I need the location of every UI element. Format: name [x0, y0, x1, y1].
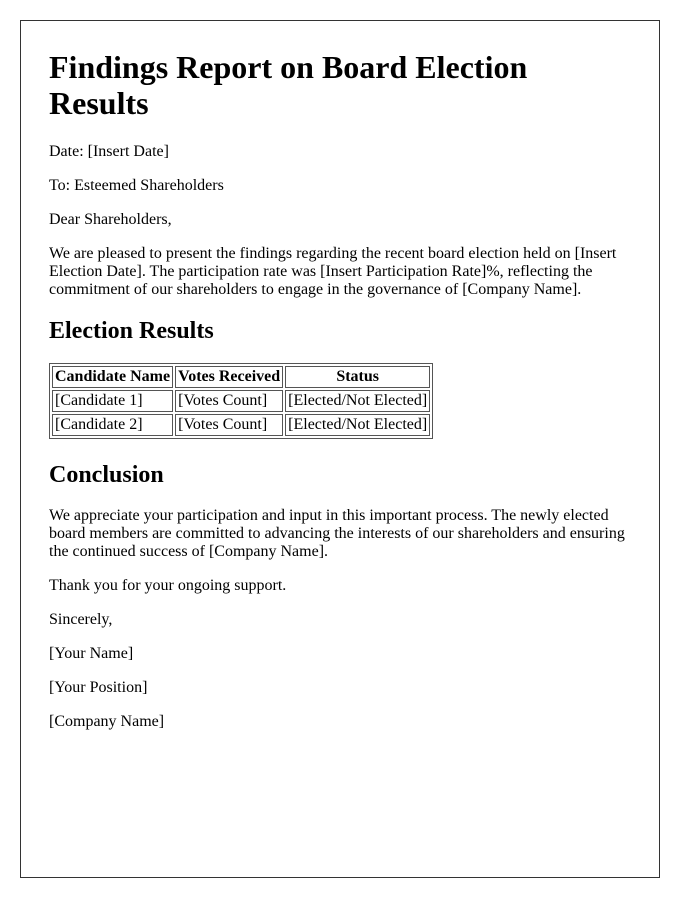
conclusion-paragraph: We appreciate your participation and input in this important process. The newly elected board members are committed to advancing the interests of our shareholders and ensuring the continued success of [Company Name]. [49, 507, 625, 560]
signature-name: [Your Name] [49, 645, 134, 662]
letter-page [20, 20, 660, 878]
document-title: Findings Report on Board Election Results [49, 49, 528, 121]
closing: Sincerely, [49, 611, 113, 628]
conclusion-heading: Conclusion [49, 462, 164, 488]
recipient-line: To: Esteemed Shareholders [49, 177, 224, 194]
signature-company: [Company Name] [49, 713, 165, 730]
salutation: Dear Shareholders, [49, 211, 172, 228]
header-status: Status [285, 366, 430, 388]
thanks-line: Thank you for your ongoing support. [49, 577, 287, 594]
results-heading: Election Results [49, 318, 214, 344]
header-votes-received: Votes Received [175, 366, 283, 388]
signature-position: [Your Position] [49, 679, 148, 696]
header-candidate-name: Candidate Name [52, 366, 173, 388]
intro-paragraph: We are pleased to present the findings regarding the recent board election held on [Insert Election Date]. The participation rate was [Insert Participation Rate]%, reflecting the commitment of our shareholders to engage in the governance of [Company Name]. [49, 245, 617, 298]
table-header-row [52, 366, 430, 388]
candidate-name-cell: [Candidate 2] [52, 414, 173, 436]
table-row [52, 414, 430, 436]
status-cell: [Elected/Not Elected] [285, 414, 430, 436]
table-row [52, 390, 430, 412]
results-table [49, 363, 433, 439]
votes-cell: [Votes Count] [175, 390, 283, 412]
votes-cell: [Votes Count] [175, 414, 283, 436]
date-line: Date: [Insert Date] [49, 143, 169, 160]
candidate-name-cell: [Candidate 1] [52, 390, 173, 412]
status-cell: [Elected/Not Elected] [285, 390, 430, 412]
